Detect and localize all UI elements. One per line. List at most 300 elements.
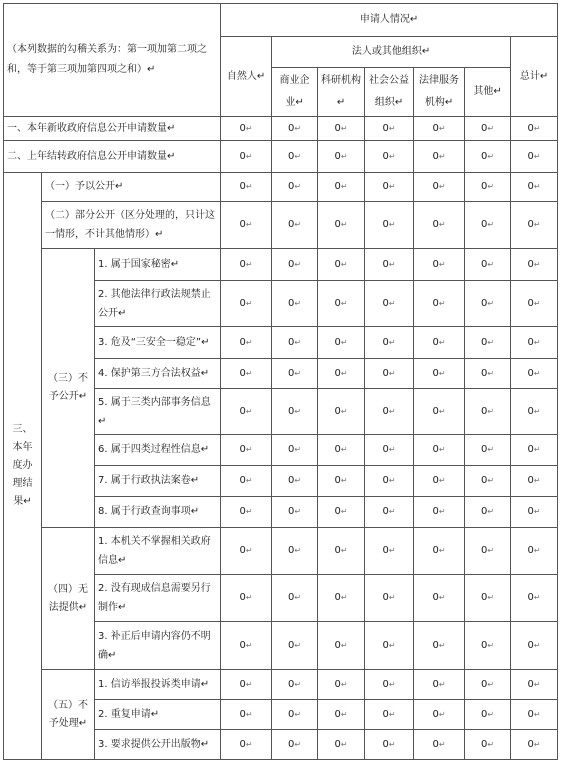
count-cell	[511, 389, 558, 435]
count-value: 0	[382, 444, 389, 455]
count-value: 0	[239, 405, 246, 417]
count-value: 0	[239, 297, 246, 309]
return-mark: ↵	[388, 476, 396, 485]
count-cell	[414, 281, 465, 327]
count-value: 0	[239, 336, 246, 348]
return-mark: ↵	[533, 445, 541, 454]
count-value: 0	[480, 336, 488, 348]
count-cell	[221, 173, 272, 202]
count-cell	[365, 700, 414, 730]
count-value: 0	[287, 678, 295, 690]
return-mark: ↵	[487, 151, 495, 161]
return-mark: ↵	[438, 445, 446, 454]
return-mark: ↵	[294, 709, 302, 719]
count-value: 0	[432, 258, 439, 270]
return-mark: ↵	[245, 739, 253, 749]
return-mark: ↵	[245, 476, 253, 485]
count-cell	[414, 700, 465, 730]
count-value: 0	[480, 122, 488, 134]
count-value: 0	[239, 475, 246, 486]
count-cell	[465, 327, 511, 359]
return-mark: ↵	[487, 507, 495, 516]
count-cell	[272, 141, 318, 173]
count-cell	[318, 528, 365, 575]
count-value: 0	[287, 150, 295, 162]
return-mark: ↵	[533, 507, 541, 516]
return-mark: ↵	[294, 337, 302, 347]
count-value: 0	[287, 475, 295, 486]
count-value: 0	[334, 405, 341, 417]
research-header: 科研机构↵	[318, 68, 365, 117]
count-value: 0	[334, 506, 341, 517]
count-value: 0	[239, 258, 246, 270]
row-label: 3. 补正后申请内容仍不明确↵	[95, 622, 221, 670]
count-cell	[511, 670, 558, 700]
count-value: 0	[382, 122, 389, 134]
count-cell	[414, 730, 465, 760]
return-mark: ↵	[294, 259, 302, 269]
return-mark: ↵	[294, 593, 302, 602]
row-label: 一、本年新收政府信息公开申请数量↵	[4, 117, 221, 141]
count-cell	[414, 670, 465, 700]
count-value: 0	[527, 639, 534, 651]
return-mark: ↵	[245, 546, 253, 555]
count-cell	[465, 528, 511, 575]
count-cell	[318, 249, 365, 281]
count-value: 0	[287, 738, 295, 750]
count-cell	[414, 359, 465, 389]
count-cell	[221, 622, 272, 670]
return-mark: ↵	[388, 593, 396, 602]
count-value: 0	[334, 738, 341, 750]
count-cell	[318, 117, 365, 141]
count-cell	[465, 497, 511, 528]
count-value: 0	[382, 738, 389, 750]
count-value: 0	[527, 150, 534, 162]
return-mark: ↵	[388, 709, 396, 719]
return-mark: ↵	[533, 368, 541, 378]
count-cell	[365, 327, 414, 359]
count-cell	[221, 466, 272, 497]
count-value: 0	[334, 122, 341, 134]
row-label: 二、上年结转政府信息公开申请数量↵	[4, 141, 221, 173]
count-cell	[318, 466, 365, 497]
row-label: 1. 本机关不掌握相关政府信息↵	[95, 528, 221, 575]
count-cell	[365, 622, 414, 670]
count-cell	[414, 466, 465, 497]
return-mark: ↵	[388, 406, 396, 416]
return-mark: ↵	[340, 406, 348, 416]
row-new	[4, 117, 558, 141]
count-value: 0	[287, 639, 295, 651]
count-cell	[511, 730, 558, 760]
count-value: 0	[239, 444, 246, 455]
return-mark: ↵	[388, 679, 396, 689]
count-cell	[465, 622, 511, 670]
return-mark: ↵	[245, 368, 253, 378]
return-mark: ↵	[294, 123, 302, 133]
count-cell	[318, 173, 365, 202]
count-cell	[272, 575, 318, 622]
return-mark: ↵	[388, 151, 396, 161]
count-cell	[511, 497, 558, 528]
return-mark: ↵	[294, 220, 302, 229]
return-mark: ↵	[340, 445, 348, 454]
return-mark: ↵	[340, 368, 348, 378]
return-mark: ↵	[533, 739, 541, 749]
count-value: 0	[382, 219, 389, 230]
count-cell	[414, 173, 465, 202]
count-value: 0	[287, 367, 295, 379]
count-cell	[272, 327, 318, 359]
count-value: 0	[480, 592, 488, 603]
count-cell	[272, 389, 318, 435]
return-mark: ↵	[340, 151, 348, 161]
count-value: 0	[432, 219, 439, 230]
count-cell	[318, 281, 365, 327]
count-cell	[511, 117, 558, 141]
count-cell	[414, 389, 465, 435]
count-cell	[272, 622, 318, 670]
return-mark: ↵	[294, 640, 302, 650]
legal-org-header: 法人或其他组织↵	[272, 37, 511, 68]
count-cell	[221, 575, 272, 622]
count-cell	[221, 528, 272, 575]
return-mark: ↵	[388, 507, 396, 516]
count-value: 0	[239, 506, 246, 517]
count-value: 0	[239, 545, 246, 556]
return-mark: ↵	[245, 123, 253, 133]
return-mark: ↵	[438, 259, 446, 269]
count-cell	[221, 141, 272, 173]
return-mark: ↵	[438, 476, 446, 485]
count-cell	[365, 249, 414, 281]
row-not-open-1	[4, 249, 558, 281]
count-value: 0	[432, 122, 439, 134]
count-value: 0	[480, 297, 488, 309]
return-mark: ↵	[438, 679, 446, 689]
row-label: 3. 要求提供公开出版物↵	[95, 730, 221, 760]
count-value: 0	[287, 444, 295, 455]
count-cell	[318, 435, 365, 466]
return-mark: ↵	[533, 123, 541, 133]
count-value: 0	[287, 708, 295, 720]
count-cell	[272, 497, 318, 528]
return-mark: ↵	[438, 593, 446, 602]
count-cell	[365, 528, 414, 575]
count-cell	[365, 117, 414, 141]
count-value: 0	[432, 297, 439, 309]
section-3-label: 三、本年度办理结果↵	[4, 173, 42, 760]
count-cell	[318, 670, 365, 700]
count-value: 0	[527, 708, 534, 720]
count-value: 0	[287, 181, 295, 192]
return-mark: ↵	[388, 298, 396, 308]
count-cell	[414, 528, 465, 575]
row-not-process-1	[4, 670, 558, 700]
return-mark: ↵	[487, 406, 495, 416]
count-value: 0	[480, 444, 488, 455]
row-open	[4, 173, 558, 202]
return-mark: ↵	[294, 182, 302, 191]
count-cell	[365, 670, 414, 700]
count-cell	[272, 700, 318, 730]
return-mark: ↵	[533, 298, 541, 308]
count-value: 0	[287, 405, 295, 417]
count-cell	[365, 359, 414, 389]
count-cell	[511, 622, 558, 670]
count-cell	[414, 622, 465, 670]
return-mark: ↵	[533, 593, 541, 602]
count-value: 0	[287, 219, 295, 230]
not-open-label: （三）不予公开↵	[42, 249, 95, 528]
count-value: 0	[287, 592, 295, 603]
count-cell	[511, 435, 558, 466]
count-cell	[511, 700, 558, 730]
count-value: 0	[480, 150, 488, 162]
count-cell	[365, 730, 414, 760]
count-cell	[414, 497, 465, 528]
return-mark: ↵	[487, 368, 495, 378]
return-mark: ↵	[294, 151, 302, 161]
count-cell	[365, 141, 414, 173]
count-cell	[272, 173, 318, 202]
return-mark: ↵	[487, 546, 495, 555]
count-cell	[318, 327, 365, 359]
return-mark: ↵	[294, 546, 302, 555]
count-value: 0	[480, 506, 488, 517]
return-mark: ↵	[438, 507, 446, 516]
return-mark: ↵	[487, 593, 495, 602]
count-cell	[221, 359, 272, 389]
count-cell	[365, 202, 414, 249]
count-value: 0	[239, 181, 246, 192]
count-value: 0	[432, 444, 439, 455]
return-mark: ↵	[438, 709, 446, 719]
count-cell	[465, 202, 511, 249]
count-value: 0	[527, 475, 534, 486]
return-mark: ↵	[438, 739, 446, 749]
count-cell	[318, 141, 365, 173]
count-value: 0	[382, 592, 389, 603]
return-mark: ↵	[388, 182, 396, 191]
return-mark: ↵	[438, 406, 446, 416]
count-value: 0	[334, 367, 341, 379]
count-value: 0	[527, 122, 534, 134]
return-mark: ↵	[388, 445, 396, 454]
return-mark: ↵	[487, 220, 495, 229]
count-cell	[511, 202, 558, 249]
applicant-status-header: 申请人情况↵	[221, 4, 558, 37]
count-value: 0	[480, 367, 488, 379]
count-cell	[465, 173, 511, 202]
count-cell	[318, 202, 365, 249]
return-mark: ↵	[245, 709, 253, 719]
return-mark: ↵	[438, 220, 446, 229]
count-cell	[414, 435, 465, 466]
row-label: 2. 其他法律行政法规禁止公开↵	[95, 281, 221, 327]
return-mark: ↵	[340, 476, 348, 485]
count-cell	[465, 359, 511, 389]
count-cell	[511, 281, 558, 327]
count-cell	[221, 435, 272, 466]
count-value: 0	[527, 405, 534, 417]
count-value: 0	[382, 405, 389, 417]
count-cell	[318, 575, 365, 622]
count-value: 0	[527, 738, 534, 750]
count-cell	[365, 435, 414, 466]
count-value: 0	[432, 181, 439, 192]
count-cell	[465, 281, 511, 327]
return-mark: ↵	[487, 709, 495, 719]
count-cell	[272, 528, 318, 575]
count-cell	[414, 575, 465, 622]
count-value: 0	[382, 181, 389, 192]
count-value: 0	[480, 181, 488, 192]
return-mark: ↵	[294, 507, 302, 516]
count-value: 0	[432, 545, 439, 556]
count-cell	[221, 327, 272, 359]
row-partial-open	[4, 202, 558, 249]
return-mark: ↵	[487, 476, 495, 485]
count-cell	[221, 389, 272, 435]
return-mark: ↵	[487, 182, 495, 191]
count-cell	[465, 141, 511, 173]
return-mark: ↵	[388, 546, 396, 555]
count-cell	[465, 700, 511, 730]
return-mark: ↵	[388, 368, 396, 378]
return-mark: ↵	[438, 182, 446, 191]
count-value: 0	[382, 639, 389, 651]
row-label: 2. 重复申请↵	[95, 700, 221, 730]
count-value: 0	[527, 545, 534, 556]
return-mark: ↵	[245, 259, 253, 269]
return-mark: ↵	[487, 640, 495, 650]
return-mark: ↵	[487, 337, 495, 347]
return-mark: ↵	[245, 151, 253, 161]
return-mark: ↵	[294, 476, 302, 485]
return-mark: ↵	[388, 640, 396, 650]
return-mark: ↵	[533, 476, 541, 485]
return-mark: ↵	[245, 182, 253, 191]
count-value: 0	[239, 592, 246, 603]
count-cell	[414, 141, 465, 173]
return-mark: ↵	[340, 220, 348, 229]
return-mark: ↵	[245, 640, 253, 650]
return-mark: ↵	[487, 123, 495, 133]
count-cell	[465, 249, 511, 281]
count-cell	[318, 622, 365, 670]
return-mark: ↵	[294, 679, 302, 689]
return-mark: ↵	[438, 298, 446, 308]
count-value: 0	[480, 405, 488, 417]
count-value: 0	[480, 738, 488, 750]
count-cell	[221, 730, 272, 760]
count-cell	[365, 466, 414, 497]
count-cell	[221, 249, 272, 281]
return-mark: ↵	[533, 259, 541, 269]
count-value: 0	[239, 150, 246, 162]
count-cell	[318, 730, 365, 760]
return-mark: ↵	[438, 337, 446, 347]
return-mark: ↵	[245, 593, 253, 602]
count-value: 0	[432, 405, 439, 417]
count-cell	[414, 202, 465, 249]
other-header: 其他↵	[465, 68, 511, 117]
count-value: 0	[334, 336, 341, 348]
count-value: 0	[382, 367, 389, 379]
count-cell	[318, 700, 365, 730]
row-label: （二）部分公开（区分处理的，只计这一情形，不计其他情形）↵	[42, 202, 221, 249]
count-value: 0	[287, 506, 295, 517]
return-mark: ↵	[340, 182, 348, 191]
total-header: 总计↵	[511, 37, 558, 117]
return-mark: ↵	[438, 368, 446, 378]
return-mark: ↵	[340, 709, 348, 719]
count-value: 0	[287, 297, 295, 309]
count-cell	[365, 389, 414, 435]
return-mark: ↵	[533, 679, 541, 689]
count-cell	[272, 466, 318, 497]
count-cell	[365, 497, 414, 528]
return-mark: ↵	[294, 739, 302, 749]
count-value: 0	[480, 545, 488, 556]
count-cell	[221, 202, 272, 249]
count-cell	[365, 281, 414, 327]
return-mark: ↵	[245, 679, 253, 689]
count-cell	[511, 528, 558, 575]
count-value: 0	[334, 592, 341, 603]
count-value: 0	[334, 475, 341, 486]
count-cell	[272, 202, 318, 249]
count-cell	[272, 249, 318, 281]
row-label: 5. 属于三类内部事务信息↵	[95, 389, 221, 435]
count-cell	[272, 730, 318, 760]
return-mark: ↵	[487, 445, 495, 454]
return-mark: ↵	[487, 739, 495, 749]
return-mark: ↵	[388, 259, 396, 269]
count-value: 0	[432, 367, 439, 379]
count-cell	[365, 173, 414, 202]
count-value: 0	[239, 738, 246, 750]
count-cell	[272, 281, 318, 327]
return-mark: ↵	[340, 593, 348, 602]
count-value: 0	[527, 444, 534, 455]
count-value: 0	[527, 258, 534, 270]
count-value: 0	[334, 150, 341, 162]
row-label: 7. 属于行政执法案卷↵	[95, 466, 221, 497]
count-value: 0	[334, 181, 341, 192]
count-cell	[511, 173, 558, 202]
count-value: 0	[239, 122, 246, 134]
return-mark: ↵	[438, 123, 446, 133]
return-mark: ↵	[340, 640, 348, 650]
return-mark: ↵	[438, 640, 446, 650]
count-value: 0	[480, 678, 488, 690]
count-cell	[318, 497, 365, 528]
return-mark: ↵	[294, 406, 302, 416]
count-value: 0	[382, 506, 389, 517]
count-value: 0	[432, 150, 439, 162]
return-mark: ↵	[245, 406, 253, 416]
return-mark: ↵	[438, 151, 446, 161]
return-mark: ↵	[294, 298, 302, 308]
count-cell	[511, 359, 558, 389]
count-value: 0	[382, 708, 389, 720]
count-cell	[465, 575, 511, 622]
count-value: 0	[334, 444, 341, 455]
count-value: 0	[480, 475, 488, 486]
